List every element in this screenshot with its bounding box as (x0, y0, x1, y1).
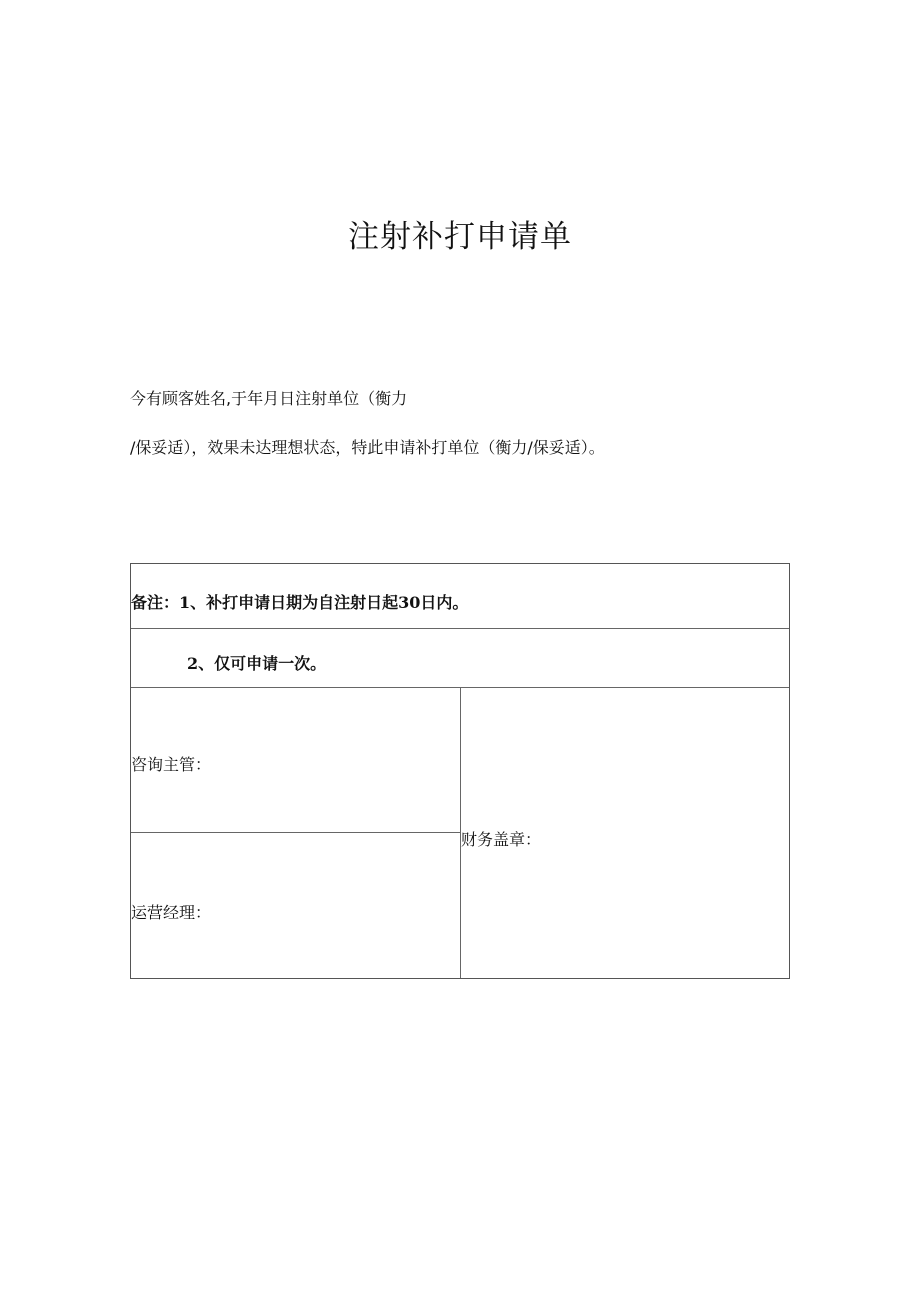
request-paragraph-line2: /保妥适），效果未达理想状态，特此申请补打单位（衡力/保妥适）。 (130, 438, 605, 457)
note-item-1: 备注：1、补打申请日期为自注射日起30日内。 (131, 593, 469, 612)
request-paragraph-line1: 今有顾客姓名,于年月日注射单位（衡力 (130, 389, 408, 408)
approval-form-table (130, 563, 790, 979)
operations-manager-label: 运营经理： (131, 903, 212, 922)
finance-stamp-label: 财务盖章： (461, 830, 542, 849)
note-item-2: 2、仅可申请一次。 (187, 654, 327, 673)
row-divider-left-cells (131, 832, 460, 833)
document-title: 注射补打申请单 (348, 219, 572, 255)
row-divider-notes (131, 628, 789, 629)
consult-supervisor-label: 咨询主管： (131, 755, 212, 774)
